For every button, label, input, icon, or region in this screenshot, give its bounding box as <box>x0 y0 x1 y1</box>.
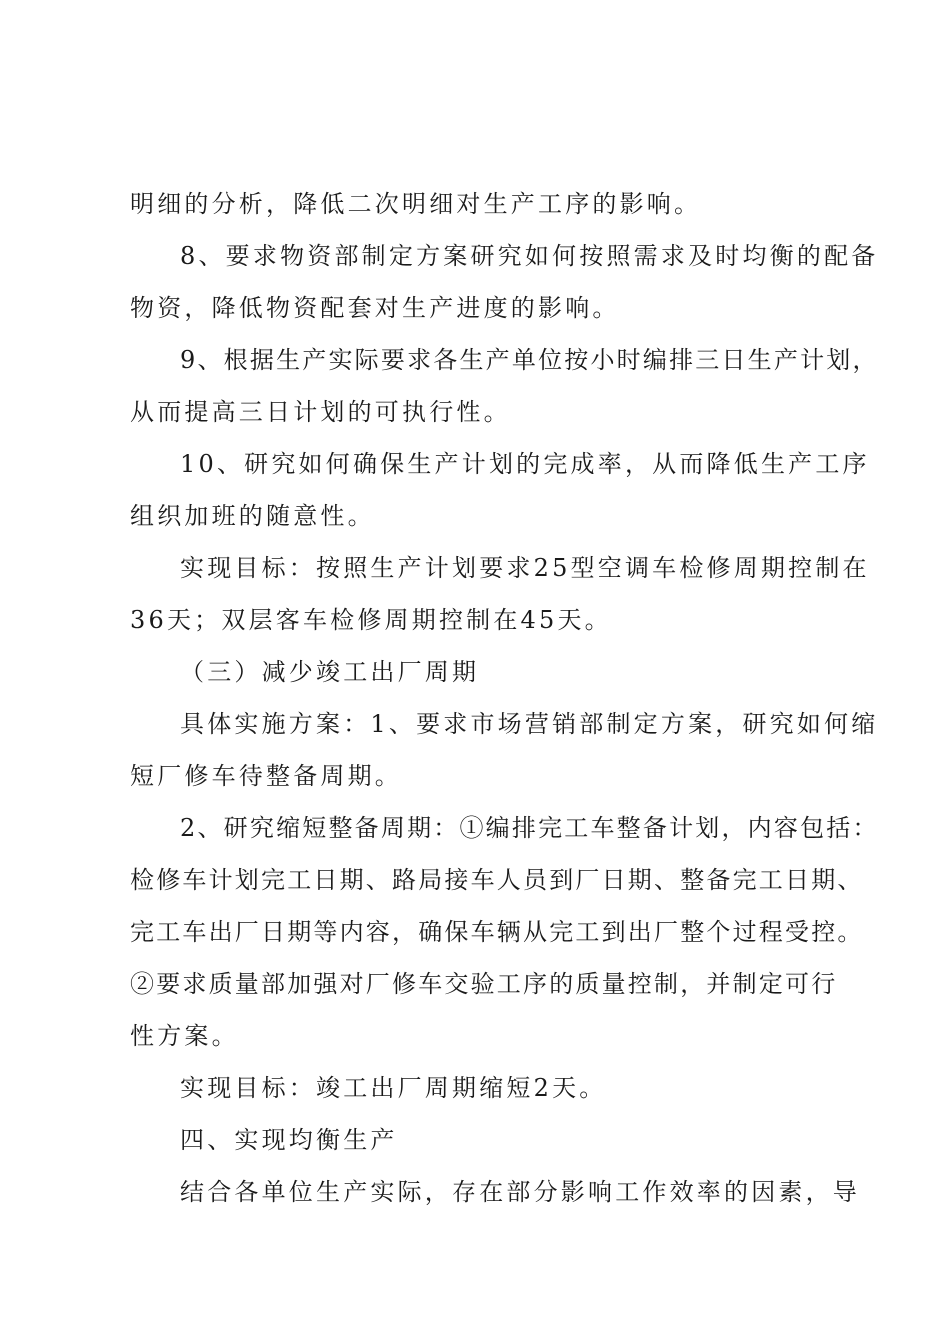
section-heading: 四、实现均衡生产 <box>180 1126 398 1154</box>
text-line: 物资，降低物资配套对生产进度的影响。 <box>130 294 620 322</box>
text-line: 结合各单位生产实际，存在部分影响工作效率的因素，导 <box>180 1178 860 1206</box>
text-line: 实现目标：按照生产计划要求25型空调车检修周期控制在 <box>180 554 870 582</box>
text-line: 2、研究缩短整备周期：①编排完工车整备计划，内容包括： <box>180 814 879 842</box>
text-line: 具体实施方案：1、要求市场营销部制定方案，研究如何缩 <box>180 710 879 738</box>
text-line: 性方案。 <box>130 1022 239 1050</box>
text-line: 短厂修车待整备周期。 <box>130 762 402 790</box>
text-line: 10、研究如何确保生产计划的完成率，从而降低生产工序 <box>180 450 870 478</box>
text-line: 组织加班的随意性。 <box>130 502 375 530</box>
text-line: 9、根据生产实际要求各生产单位按小时编排三日生产计划， <box>180 346 879 374</box>
text-line: 明细的分析，降低二次明细对生产工序的影响。 <box>130 190 702 218</box>
text-line: 8、要求物资部制定方案研究如何按照需求及时均衡的配备 <box>180 242 879 270</box>
text-line: 实现目标：竣工出厂周期缩短2天。 <box>180 1074 607 1102</box>
text-line: 36天；双层客车检修周期控制在45天。 <box>130 606 612 634</box>
text-line: 从而提高三日计划的可执行性。 <box>130 398 511 426</box>
section-heading: （三）减少竣工出厂周期 <box>180 658 480 686</box>
text-line: 检修车计划完工日期、路局接车人员到厂日期、整备完工日期、 <box>130 866 864 894</box>
text-line: ②要求质量部加强对厂修车交验工序的质量控制，并制定可行 <box>130 970 838 998</box>
text-line: 完工车出厂日期等内容，确保车辆从完工到出厂整个过程受控。 <box>130 918 864 946</box>
